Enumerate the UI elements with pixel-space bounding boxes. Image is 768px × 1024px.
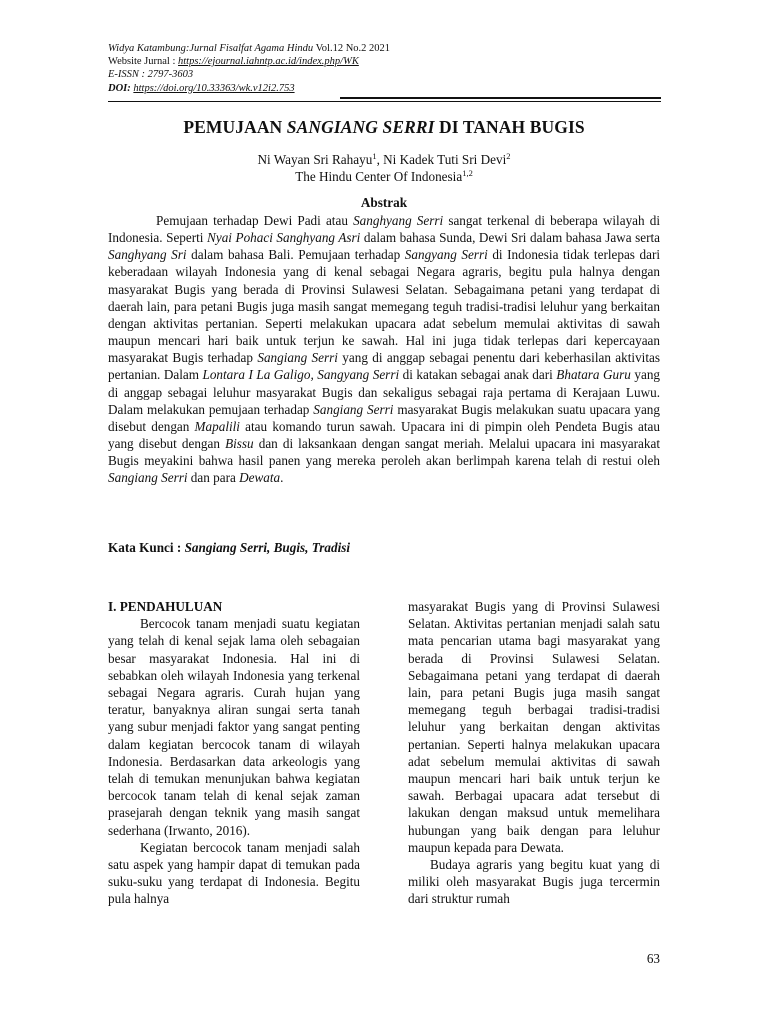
abstract-text: di Indonesia tidak terlepas dari keberadaan wilayah Indonesia yang di kenal sebagai Negara agraris, begitu pula halnya dengan masyarakat Bugis yang berada di Provinsi Sulawesi Selatan. Sebagaimana petani yang terdapat di daerah lain, para petani Bugis juga masih sangat memegang teguh tradisi-tradisi leluhur yang berkaitan dengan aktivitas pertanian. Seperti melakukan upacara adat sebelum memulai aktivitas di sawah maupun mencari hari baik untuk terjun ke sawah. Hal ini juga tidak terlepas dari kepercayaan masyarakat Bugis terhadap xyxy=(108,247,661,366)
website-label: Website Jurnal : xyxy=(108,56,179,68)
abstract-text: sangat terkenal di beberapa wilayah di Indonesia. Seperti xyxy=(108,213,661,246)
doi-line xyxy=(108,82,660,95)
affiliation-sup: 1,2 xyxy=(462,168,473,178)
website-link[interactable]: https://ejournal.iahntp.ac.id/index.php/WK xyxy=(178,56,359,68)
abstract-italic-term: Bissu xyxy=(225,436,254,452)
abstract-text: . xyxy=(280,470,284,486)
abstract-italic-term: Sangiang Serri xyxy=(313,401,394,417)
header-rule-thin xyxy=(108,101,661,102)
affiliation xyxy=(108,168,660,185)
author-names xyxy=(108,151,660,168)
abstract-italic-term: Mapalili xyxy=(194,418,240,434)
abstract-text: atau komando turun sawah. Upacara ini di pimpin oleh Pendeta Bugis atau yang disebut dengan xyxy=(108,418,660,452)
abstract-italic-term: Sanghyang Sri xyxy=(108,247,187,263)
abstract-text: di katakan sebagai anak dari xyxy=(399,367,557,383)
paper-title xyxy=(108,117,660,138)
abstract-text: dalam bahasa Sunda, Dewi Sri dalam bahasa Jawa serta xyxy=(360,230,661,246)
author-2: Ni Kadek Tuti Sri Devi xyxy=(383,152,507,167)
affiliation-text: The Hindu Center Of Indonesia xyxy=(295,169,463,184)
author-1: Ni Wayan Sri Rahayu xyxy=(257,152,373,167)
abstract-heading: Abstrak xyxy=(360,195,408,210)
page-number: 63 xyxy=(646,951,660,966)
keywords-label: Kata Kunci : xyxy=(108,540,185,555)
abstract-body xyxy=(108,212,660,487)
title-part-2: DI TANAH BUGIS xyxy=(434,117,585,137)
keywords-terms: Sangiang Serri, Bugis, Tradisi xyxy=(184,540,351,555)
body-paragraph: Kegiatan bercocok tanam menjadi salah satu aspek yang hampir dapat di temukan pada suku-suku yang terdapat di Indonesia. Begitu pula halnya xyxy=(108,839,360,907)
journal-name: Widya Katambung:Jurnal Fisalfat Agama Hindu xyxy=(108,43,314,54)
body-paragraph: Budaya agraris yang begitu kuat yang di miliki oleh masyarakat Bugis juga tercermin dari struktur rumah xyxy=(408,857,660,907)
body-paragraph: Bercocok tanam menjadi suatu kegiatan yang telah di kenal sejak lama oleh sebagaian besar masyarakat Indonesia. Hal ini di sebabkan oleh wilayah Indonesia yang terkenal sebagai Negara agraris. Curah hujan yang teratur, banyaknya aliran sungai serta tanah yang subur menjadi faktor yang sangat penting dalam kegiatan bercocok tanam di wilayah Indonesia. Berdasarkan data arkeologis yang telah di temukan menunjukan bahwa kegiatan bercocok tanam telah di kenal sejak zaman prasejarah dengan teknik yang masih sangat sederhana (Irwanto, 2016). xyxy=(108,616,360,838)
abstract-text: Pemujaan terhadap Dewi Padi atau xyxy=(156,213,354,228)
journal-volume: Vol.12 No.2 2021 xyxy=(313,43,391,54)
abstract-text: yang di anggap sebagai leluhur masyarakat Bugis dan sekaligus sebagai raja pertama di Kerajaan Luwu. Dalam melakukan pemujaan terhadap xyxy=(108,367,661,417)
abstract-text: dalam bahasa Bali. Pemujaan terhadap xyxy=(186,247,405,263)
abstract-italic-term: Sangiang Serri xyxy=(257,350,338,366)
author-1-sup: 1 xyxy=(372,151,377,161)
body-paragraph: masyarakat Bugis yang di Provinsi Sulawesi Selatan. Aktivitas pertanian menjadi salah satu mata pencarian utama bagi masyarakat yang berada di Provinsi Sulawesi Selatan. Sebagaimana petani yang terdapat di daerah lain, para petani Bugis juga masih sangat memegang teguh berbagai tradisi-tradisi leluhur yang berkaitan dengan aktivitas pertanian. Seperti halnya melakukan upacara adat sebelum memulai aktivitas di sawah maupun mencari hari baik untuk terjun ke sawah. Berbagai upacara adat tersebut di lakukan dengan maksud untuk memelihara hubungan yang baik dengan para leluhur maupun kepada para Dewata. xyxy=(408,599,660,855)
author-separator: , xyxy=(376,152,384,167)
journal-line xyxy=(108,42,660,55)
abstract-italic-term: Sanghyang Serri xyxy=(353,213,444,228)
title-part-1: PEMUJAAN xyxy=(183,117,287,137)
eissn: E-ISSN : 2797-3603 xyxy=(108,69,194,81)
keywords xyxy=(108,540,660,556)
abstract-italic-term: Sangyang Serri xyxy=(404,247,488,263)
section-heading: I. PENDAHULUAN xyxy=(108,599,223,614)
authors-block xyxy=(108,151,660,185)
abstract-text: yang di anggap sebagai penentu dari keberhasilan aktivitas pertanian. Dalam xyxy=(108,350,660,383)
abstract-italic-term: Lontara I La Galigo, Sangyang Serri xyxy=(202,367,400,383)
abstract-italic-term: Nyai Pohaci Sanghyang Asri xyxy=(207,230,361,246)
doi-label: DOI: xyxy=(108,82,134,94)
abstract-italic-term: Sangiang Serri xyxy=(108,470,188,486)
doi-link[interactable]: https://doi.org/10.33363/wk.v12i2.753 xyxy=(133,82,295,94)
abstract-text: dan para xyxy=(187,470,240,486)
abstract-text: dan di laksankaan dengan sangat meriah. Melalui upacara ini masyarakat Bugis meyakini bahwa hasil panen yang mereka peroleh akan berlimpah karena telah di restui oleh xyxy=(108,436,660,469)
body-column-right xyxy=(408,598,660,908)
abstract-italic-term: Dewata xyxy=(239,470,281,486)
journal-header xyxy=(108,42,660,95)
website-line xyxy=(108,55,660,68)
header-rule-thick xyxy=(340,97,661,99)
abstract-italic-term: Bhatara Guru xyxy=(556,367,631,383)
author-2-sup: 2 xyxy=(506,151,511,161)
title-italic: SANGIANG SERRI xyxy=(286,117,435,137)
body-column-left xyxy=(108,598,360,908)
abstract-text: masyarakat Bugis melakukan suatu upacara yang disebut dengan xyxy=(108,401,660,434)
